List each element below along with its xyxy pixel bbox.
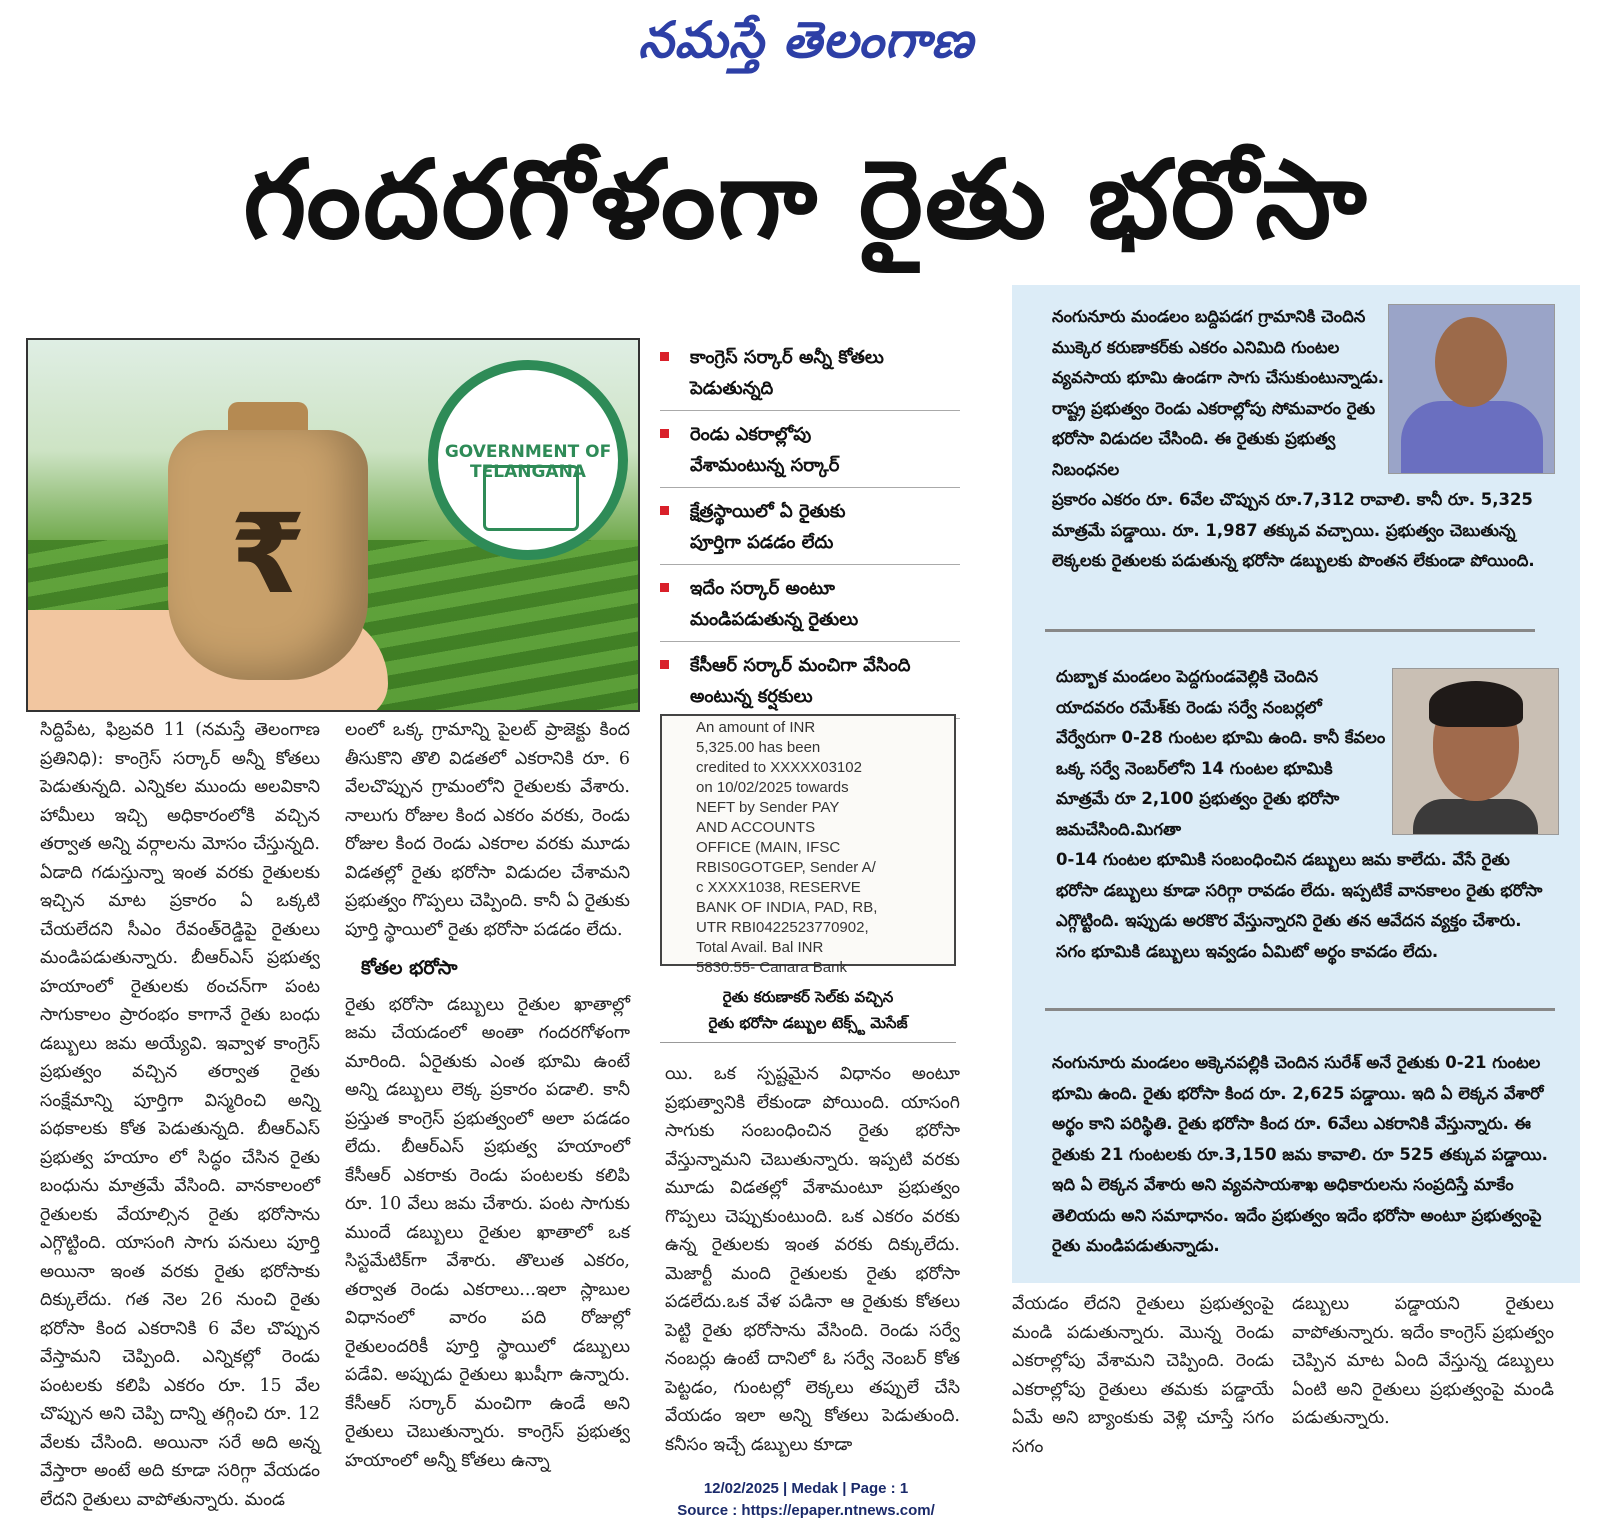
- red-square-icon: [660, 352, 669, 361]
- article-column-4: వేయడం లేదని రైతులు ప్రభుత్వంపై మండి పడుతున్నారు. మొన్న రెండు ఎకరాల్లోపు వేశామని చెప్పింది. రెండు ఎకరాల్లోపు రైతులు తమకు పడ్డాయే ఏమే అని బ్యాంకుకు వెళ్లి చూస్తే సగం సగం: [1012, 1294, 1274, 1457]
- highlight-item: కేసీఆర్ సర్కార్ మంచిగా వేసింది అంటున్న కర్షకులు: [660, 650, 960, 719]
- highlight-item: ఇదేం సర్కార్ అంటూ మండిపడుతున్న రైతులు: [660, 573, 960, 642]
- sms-caption: రైతు కరుణాకర్ సెల్‌కు వచ్చిన రైతు భరోసా డబ్బుల టెక్స్ట్ మెసేజ్: [660, 984, 956, 1043]
- subheading: కోతల భరోసా: [361, 957, 458, 979]
- farmer-story-2: దుబ్బాక మండలం పెద్దగుండవెల్లికి చెందిన యాదవరం రమేశ్‌కు రెండు సర్వే నంబర్లలో వేర్వేరుగా 0-28 గుంటల భూమి ఉంది. కానీ కేవలం ఒక్క సర్వే నెంబర్‌లోని 14 గుంటల భూమికి మాత్రమే రూ 2,100 ప్రభుత్వం రైతు భరోసా జమచేసింది.మిగతా 0-14 గుంటల భూమికి సంబంధించిన డబ్బులు జమ కాలేదు. వేసే రైతు భరోసా డబ్బులు కూడా సరిగ్గా రావడం లేదు. ఇప్పటికే వానకాలం రైతు భరోసా ఎగ్గొట్టింది. ఇప్పుడు అరకొర వేస్తున్నారని రైతు తన ఆవేదన వ్యక్తం చేశారు. సగం భూమికి డబ్బులు ఇవ్వడం ఏమిటో అర్థం కావడం లేదు.: [1056, 667, 1543, 961]
- article-column-3: యి. ఒక స్పష్టమైన విధానం అంటూ ప్రభుత్వానికి లేకుండా పోయింది. యాసంగి సాగుకు సంబంధించిన రైతు భరోసా వేస్తున్నామని చెబుతున్నారు. ఇప్పటి వరకు మూడు విడతల్లో వేశామంటూ ప్రభుత్వం గొప్పలు చెప్పుకుంటుంది. ఒక ఎకరం వరకు ఉన్న రైతులకు ఇంత వరకు దిక్కులేదు. మెజార్టీ మంది రైతులకు రైతు భరోసా పడలేదు.ఒక వేళ పడినా ఆ రైతుకు కోతలు పెట్టి రైతు భరోసాను వేసింది. రెండు సర్వే నంబర్లు ఉంటే దానిలో ఓ సర్వే నెంబర్ కోత పెట్టడం, గుంటల్లో లెక్కలు తప్పులే చేసి వేయడం ఇలా అన్ని కోతలు పెడుతుంది. కనీసం ఇచ్చే డబ్బులు కూడా: [665, 1064, 960, 1455]
- divider: [1045, 1008, 1555, 1011]
- hero-image: [26, 338, 640, 712]
- farmer-story-3: నంగునూరు మండలం అక్కెనపల్లికి చెందిన సురేశ్ అనే రైతుకు 0-21 గుంటల భూమి ఉంది. రైతు భరోసా కింద రూ. 2,625 పడ్డాయి. ఇది ఏ లెక్కన వేశారో అర్థం కాని పరిస్థితి. రైతు భరోసా కింద రూ. 6వేలు ఎకరానికి వేస్తున్నారు. ఈ రైతుకు 21 గుంటలకు రూ.3,150 జమ కావాలి. రూ 525 తక్కువ పడ్డాయి. ఇది ఏ లెక్కన వేశారు అని వ్యవసాయశాఖ అధికారులను సంప్రదిస్తే మాకేం తెలియదు అని సమాధానం. ఇదేం ప్రభుత్వం ఇదేం భరోసా అంటూ ప్రభుత్వంపై రైతు మండిపడుతున్నాడు.: [1052, 1053, 1548, 1255]
- rupee-symbol-icon: ₹: [229, 490, 307, 618]
- divider: [1045, 629, 1535, 632]
- article-paragraph: రైతు భరోసా డబ్బులు రైతుల ఖాతాల్లో జమ చేయడంలో అంతా గందరగోళంగా మారింది. ఏరైతుకు ఎంత భూమి ఉంటే అన్ని డబ్బులు లెక్క ప్రకారం పడాలి. కానీ ప్రస్తుత కాంగ్రెస్ ప్రభుత్వంలో అలా పడడం లేదు. బీఆర్‌ఎస్ ప్రభుత్వ హయాంలో కేసీఆర్ ఎకరాకు రెండు పంటలకు కలిపి రూ. 10 వేలు జమ చేశారు. పంట సాగుకు ముందే డబ్బులు రైతుల ఖాతాలో ఒక సిస్టమేటిక్‌గా వేశారు. తొలుత ఎకరం, తర్వాత రెండు ఎకరాలు...ఇలా స్లాబుల విధానంలో వారం పది రోజుల్లో రైతులందరికీ పూర్తి స్థాయిలో డబ్బులు పడేవి. అప్పుడు రైతులు ఖుషీగా ఉన్నారు. కేసీఆర్ సర్కార్ మంచిగా ఉండే అని రైతులు చెబుతున్నారు. కాంగ్రెస్ ప్రభుత్వ హయాంలో అన్నీ కోతలు ఉన్నా: [345, 994, 630, 1471]
- headline: గందరగోళంగా రైతు భరోసా: [243, 138, 1369, 263]
- edition-info: 12/02/2025 | Medak | Page : 1: [703, 1480, 909, 1497]
- sms-screenshot: An amount of INR 5,325.00 has been credited to XXXXX03102 on 10/02/2025 towards NEFT by Sender PAY AND ACCOUNTS OFFICE (MAIN, IFSC RBIS0GOTGEP, Sender A/ c XXXX1038, RESERVE BANK OF INDIA, PAD, RB, UTR RBI0422523770902, Total Avail. Bal INR 5830.55- Canara Bank: [660, 714, 956, 966]
- article-column-1: సిద్దిపేట, ఫిబ్రవరి 11 (నమస్తే తెలంగాణ ప్రతినిధి): కాంగ్రెస్ సర్కార్ అన్నీ కోతలు పెడుతున్నది. ఎన్నికల ముందు అలవికాని హామీలు ఇచ్చి అధికారంలోకి వచ్చిన తర్వాత అన్ని వర్గాలను మోసం చేస్తున్నది. ఏడాది గడుస్తున్నా ఇంత వరకు రైతులకు ఇచ్చిన మాట ప్రకారం ఏ ఒక్కటి చేయలేదని సీఎం రేవంత్‌రెడ్డిపై రైతులు మండిపడుతున్నారు. బీఆర్‌ఎస్ ప్రభుత్వ హయాంలో రైతులకు ఠంచన్‌గా పంట సాగుకాలం ప్రారంభం కాగానే రైతు బంధు డబ్బులు జమ అయ్యేవి. ఇవ్వాళ కాంగ్రెస్ ప్రభుత్వం వచ్చిన తర్వాత రైతు సంక్షేమాన్ని పూర్తిగా విస్మరించి అన్ని పథకాలకు కోత పెడుతున్నది. బీఆర్‌ఎస్ ప్రభుత్వ హయాం లో సిద్ధం చేసిన రైతు బంధును మాత్రమే వేసింది. వానకాలంలో రైతులకు వేయాల్సిన రైతు భరోసాను ఎగ్గొట్టింది. యాసంగి సాగు పనులు పూర్తి అయినా ఇంత వరకు రైతు భరోసాకు దిక్కులేదు. గత నెల 26 నుంచి రైతు భరోసా కింద ఎకరానికి 6 వేల చొప్పున వేస్తామని చెప్పింది. ఎన్నికల్లో రెండు పంటలకు కలిపి ఎకరం రూ. 15 వేల చొప్పున అని చెప్పి దాన్ని తగ్గించి రూ. 12 వేలకు చేసింది. అయినా సరే అది అన్న వేస్తారా అంటే అది కూడా సరిగ్గా వేయడం లేదని రైతులు వాపోతున్నారు. మండ: [40, 720, 320, 1510]
- article-column-5: డబ్బులు పడ్డాయని రైతులు వాపోతున్నారు. ఇదేం కాంగ్రెస్ ప్రభుత్వం చెప్పిన మాట ఏంది వేస్తున్న డబ్బులు ఏంటి అని రైతులు ప్రభుత్వంపై మండి పడుతున్నారు.: [1292, 1294, 1554, 1428]
- highlight-item: రెండు ఎకరాల్లోపు వేశామంటున్న సర్కార్: [660, 419, 960, 488]
- article-paragraph: లంలో ఒక్క గ్రామాన్ని పైలట్ ప్రాజెక్టు కింద తీసుకొని తొలి విడతలో ఎకరానికి రూ. 6 వేలచొప్పున గ్రామంలోని రైతులకు వేశారు. నాలుగు రోజుల కింద ఎకరం వరకు, రెండు రోజుల కింద రెండు ఎకరాల వరకు మూడు విడతల్లో రైతు భరోసా విడుదల చేశామని ప్రభుత్వం గొప్పలు చెప్పింది. కానీ ఏ రైతుకు పూర్తి స్థాయిలో రైతు భరోసా పడడం లేదు.: [345, 720, 630, 940]
- government-seal-icon: [428, 360, 628, 560]
- red-square-icon: [660, 660, 669, 669]
- red-square-icon: [660, 583, 669, 592]
- highlights-list: [660, 342, 960, 727]
- farmer-photo-ramesh: [1392, 668, 1559, 835]
- masthead-logo: నమస్తే తెలంగాణ: [638, 10, 974, 69]
- source-link[interactable]: Source : https://epaper.ntnews.com/: [677, 1502, 935, 1519]
- seal-emblem: [483, 465, 579, 531]
- farmer-photo-karunakar: [1388, 304, 1555, 474]
- highlight-item: క్షేత్రస్థాయిలో ఏ రైతుకు పూర్తిగా పడడం లేదు: [660, 496, 960, 565]
- red-square-icon: [660, 429, 669, 438]
- highlight-item: కాంగ్రెస్ సర్కార్ అన్నీ కోతలు పెడుతున్నది: [660, 342, 960, 411]
- seal-text: GOVERNMENT OF TELANGANA: [444, 442, 612, 482]
- red-square-icon: [660, 506, 669, 515]
- page-footer: [0, 1478, 1612, 1522]
- article-column-2: [345, 716, 630, 1475]
- farmer-story-1: నంగునూరు మండలం బద్దిపడగ గ్రామానికి చెందిన ముక్కెర కరుణాకర్‌కు ఎకరం ఎనిమిది గుంటల వ్యవసాయ భూమి ఉండగా సాగు చేసుకుంటున్నాడు. రాష్ట్ర ప్రభుత్వం రెండు ఎకరాల్లోపు సోమవారం రైతు భరోసా విడుదల చేసింది. ఈ రైతుకు ప్రభుత్వ నిబంధనల ప్రకారం ఎకరం రూ. 6వేల చొప్పున రూ.7,312 రావాలి. కానీ రూ. 5,325 మాత్రమే పడ్డాయి. రూ. 1,987 తక్కువ వచ్చాయి. ప్రభుత్వం చెబుతున్న లెక్కలకు రైతులకు పడుతున్న భరోసా డబ్బులకు పొంతన లేకుండా పోయింది.: [1052, 307, 1535, 570]
